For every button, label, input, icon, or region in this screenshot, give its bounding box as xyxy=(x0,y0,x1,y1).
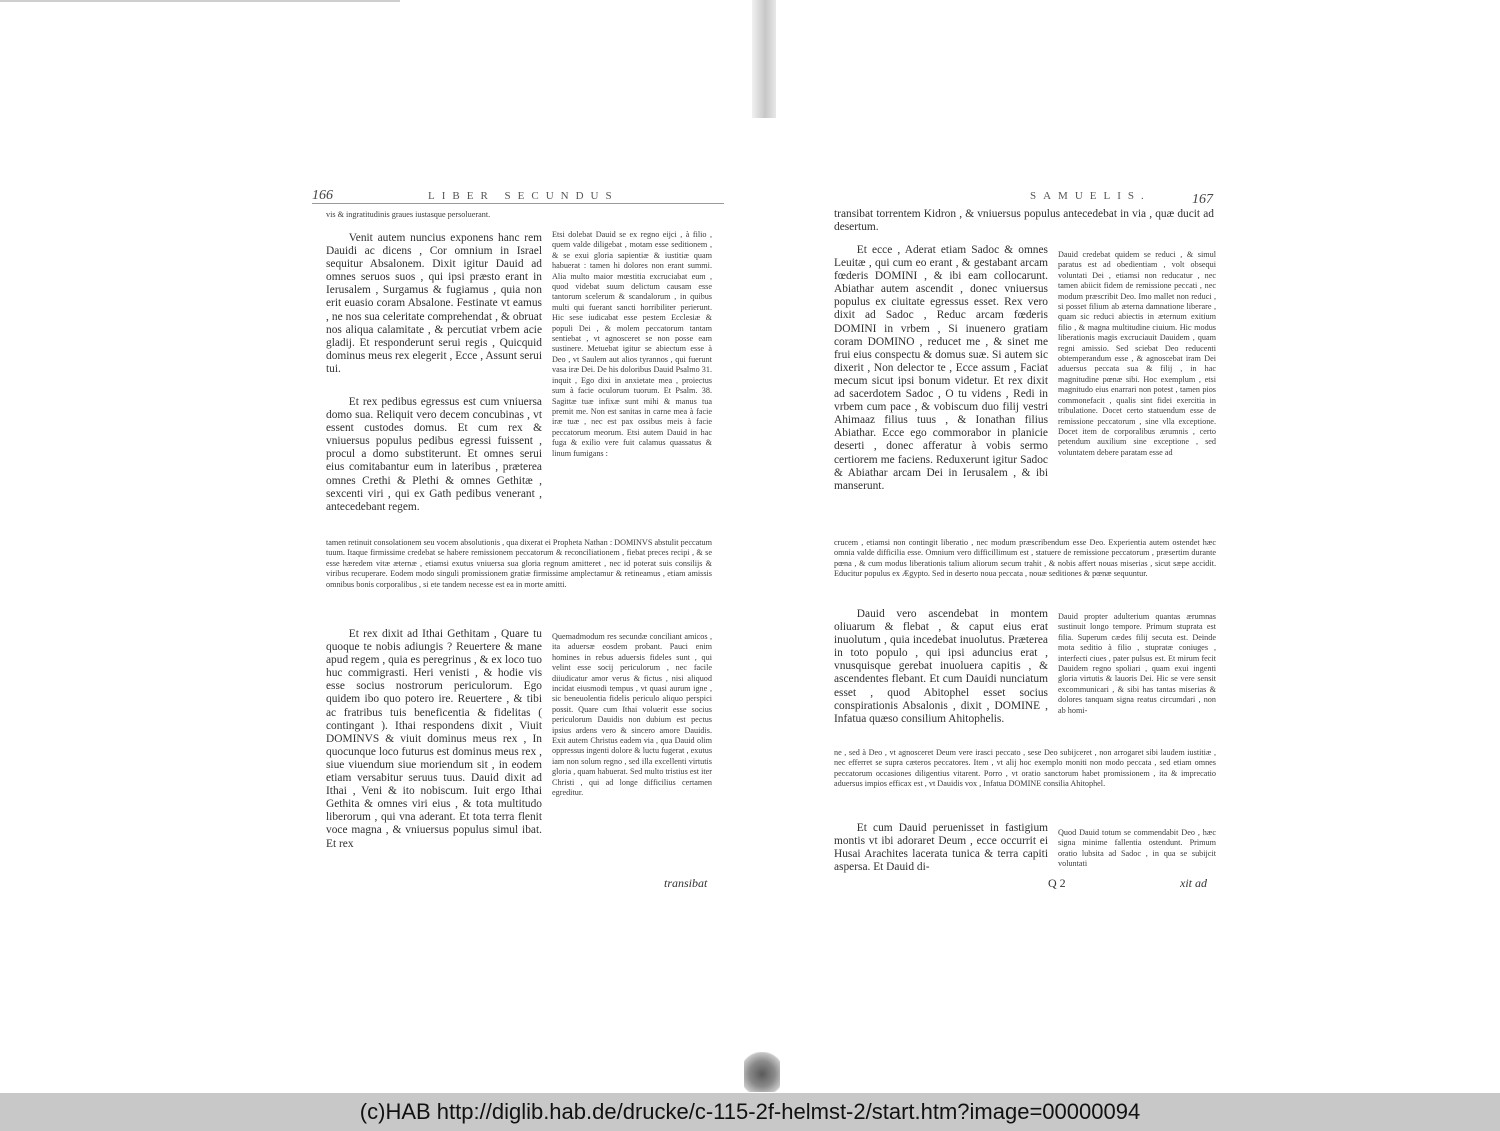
left-main-text-1: Venit autem nuncius exponens hanc rem Dauidi ac dicens , Cor omnium in Israel sequitur Absalonem. Dixit igitur Dauid ad omnes seruos suos , qui ipsi præsto erant in Ierusalem , Surgamus & fugiamus , quia non erit euasio coram Absalone. Festinate vt eamus , ne nos sua celeritate comprehendat , & obruat nos aliqua calamitate , & percutiat vrbem acie gladij. Et responderunt serui regis , Quicquid dominus meus rex elegerit , Ecce , Assunt serui tui. xyxy=(326,232,542,375)
right-running-head: SAMUELIS. xyxy=(1030,190,1151,202)
scan-edge-rule xyxy=(0,0,400,2)
right-main-text-2: Dauid vero ascendebat in montem oliuarum & flebat , & caput eius erat inuolutum , quia incedebat inuolutus. Præterea in toto populo , qui ipsi aduncius erat , vnusquisque gerebat inuoluera capitis , & ascendentes flebant. Et cum Dauidi nunciatum esset , quod Abitophel esset socius conspirationis Absalonis , dixit , DOMINE , Infatua quæso consilium Ahitophelis. xyxy=(834,608,1048,725)
right-commentary-1: Dauid credebat quidem se reduci , & simul paratus est ad obedientiam , volt obsequi voluntati Dei , etiamsi non reducatur , nec tamen abiicit fidem de remissione peccati , nec modum præscribit Deo. Imo mallet non reduci , si posset filium ab æterna damnatione liberare , quam sic reduci abiectis in æternum exitium filio , & magna multitudine ciuium. Hic modus liberationis magis excruciauit Dauidem , quam regni amissio. Sed sciebat Deo reducenti obtemperandum esse , & agnoscebat iram Dei aduersus peccata sua & filij , in hac magnitudine pœnæ sibi. Hoc exemplum , etsi magnitudo eius enarrari non potest , tamen pios commonefacit , qualis sint fidei exercitia in tribulatione. Docet certo statuendum esse de remissione peccatorum , sine vlla exceptione. Docet item de corporalibus ærumnis , certo petendum auxilium sine exceptione , sed voluntatem debere paratam esse ad xyxy=(1058,250,1216,457)
right-signature: Q 2 xyxy=(1048,876,1066,890)
left-commentary-1: Etsi dolebat Dauid se ex regno eijci , à filio , quem valde diligebat , motam esse seditionem , & se exui gloria sapientiæ & iustitiæ quam habuerat : tamen hi dolores non erant summi. Alia multo maior mœstitia excruciabat eum , quod videbat suum delictum causam esse tantorum scelerum & scandalorum , in quibus multi qui fuerant sancti horribiliter perierunt. Hic sese iudicabat esse pestem Ecclesiæ & populi Dei , & molem peccatorum tantam sentiebat , vt agnosceret se non posse eam sustinere. Metuebat igitur se abiectum esse à Deo , vt Saulem aut alios tyrannos , qui fuerunt vasa iræ Dei. De his doloribus Dauid Psalmo 31. inquit , Ego dixi in anxietate mea , proiectus sum à facie oculorum tuorum. Et Psalm. 38. Sagittæ tuæ infixæ sunt mihi & manus tua premit me. Non est sanitas in carne mea à facie iræ tuæ , nec est pax ossibus meis à facie peccatorum meorum. Etsi autem Dauid in hac fuga & exilio vere fuit calamus quassatus & linum fumigans : xyxy=(552,230,712,458)
right-commentary-2: Dauid propter adulterium quantas ærumnas sustinuit longo tempore. Primum stuprata est filia. Superum cædes filij secuta est. Deinde mota seditio à filio , stupratæ coniuges , interfecti ciues , pater pulsus est. Et mirum fecit Dauidem regno spoliari , quam exui ingenti gloria virtutis & lauoris Dei. Hic se vere sensit excommunicari , & sibi has tantas miserias & dolores tanquam signa reatus circumdari , non ab homi- xyxy=(1058,612,1216,715)
fleuron-ornament xyxy=(744,1052,780,1092)
left-running-head: LIBER SECUNDUS xyxy=(428,190,619,202)
copyright-footer xyxy=(0,1093,1500,1131)
left-main-text-3: Et rex dixit ad Ithai Gethitam , Quare tu quoque te nobis adiungis ? Reuertere & mane apud regem , quia es peregrinus , & ex loco tuo huc commigrasti. Heri venisti , & hodie vis esse socius nostrorum periculorum. Ego quidem ibo quo potero ire. Reuertere , & tibi ac fratribus tuis beneficentia & fidelitas ( contingant ). Ithai respondens dixit , Viuit DOMINVS & viuit dominus meus rex , In quocunque loco futurus est dominus meus rex , siue viuendum siue moriendum sit , in eodem etiam versabitur seruus tuus. Dauid dixit ad Ithai , Veni & ito nobiscum. Iuit ergo Ithai Gethita & omnes viri eius , & tota multitudo liberorum , qui vna aderant. Et tota terra flenit voce magna , & vniuersus populus simul ibat. Et rex xyxy=(326,628,542,850)
right-folio: 167 xyxy=(1192,192,1213,207)
right-top-lines: transibat torrentem Kidron , & vniuersus populus antecedebat in via , quæ ducit ad desertum. xyxy=(834,208,1214,234)
right-commentary-full-2: ne , sed à Deo , vt agnosceret Deum vere irasci peccato , sese Deo subijceret , non arrogaret sibi laudem iustitiæ , nec efferret se supra cæteros peccatores. Item , vt alij hoc exemplo moniti non modo peccata , sed etiam omnes peccatorum occasiones diligentius vitarent. Porro , vt oratio sanctorum habet promissionem , ita & imprecatio aduersus impios efficax est , vt Dauidis vox , Infatua DOMINE consilia Ahitophel. xyxy=(834,748,1216,789)
left-head-rule xyxy=(312,203,724,204)
left-catchword: transibat xyxy=(664,876,708,890)
left-commentary-full: tamen retinuit consolationem seu vocem absolutionis , qua dixerat ei Propheta Nathan : DOMINVS abstulit peccatum tuum. Itaque firmissime credebat se habere remissionem peccatorum & reconciliationem , fiebat preces recipi , & se esse hæredem vitæ æternæ , etiamsi exutus vniuersa sua gloria regnum amitteret , nec id poterat suis consilijs & viribus recuperare. Eodem modo singuli promissionem gratiæ firmissime amplectamur & retineamus , etiam amissis omnibus bonis corporalibus , si ete tandem necesse est ea in morte amitti. xyxy=(326,538,712,589)
right-main-text-1: Et ecce , Aderat etiam Sadoc & omnes Leuitæ , qui cum eo erant , & gestabant arcam fœderis DOMINI , & ibi eam collocarunt. Abiathar autem ascendit , donec vniuersus populus ex ciuitate egressus esset. Rex vero dixit ad Sadoc , Reduc arcam fœderis DOMINI in vrbem , Si inuenero gratiam coram DOMINO , reducet me , & sinet me frui eius conspectu & domus suæ. Si autem sic dixerit , Non delector te , Ecce assum , Faciat mecum sicut ipsi bonum videtur. Et rex dixit ad sacerdotem Sadoc , O tu videns , Redi in vrbem cum pace , & vobiscum duo filij vestri Ahimaaz filius tuus , & Ionathan filius Abiathar. Ecce ego commorabor in planicie deserti , donec afferatur à vobis sermo certiorem me faciens. Reduxerunt igitur Sadoc & Abiathar arcam Dei in Ierusalem , & ibi manserunt. xyxy=(834,244,1048,492)
left-commentary-2: Quemadmodum res secundæ conciliant amicos , ita aduersæ eosdem probant. Pauci enim homines in rebus aduersis fideles sunt , qui velint esse socij periculorum , nec facile diiudicatur amor verus & fictus , nisi aliquod incidat eiusmodi tempus , vt quasi aurum igne , sic beneuolentia fidelis periculo aliquo perspici possit. Quare cum Ithai voluerit esse socius periculorum Dauidis non dubium est pectus ipsius ardens vero & sincero amore Dauidis. Exit autem Christus eadem via , qua Dauid olim oppressus ingenti dolore & luctu fugerat , exutus iam non solum regno , sed illa excellenti virtutis gloria , quam habuerat. Sed multo tristius est iter Christi , qui ad longe difficilius certamen egreditur. xyxy=(552,632,712,798)
left-main-text-2: Et rex pedibus egressus est cum vniuersa domo sua. Reliquit vero decem concubinas , vt essent custodes domus. Et cum rex & vniuersus populus pedibus egressi fuissent , procul a domo substiterunt. Et omnes serui eius comitabantur eum in lateribus , præterea omnes Crethi & Plethi & omnes Gethitæ , sexcenti viri , qui ex Gath pedibus venerant , antecedebant regem. xyxy=(326,396,542,513)
left-top-line: vis & ingratitudinis graues iustasque persoluerant. xyxy=(326,210,491,219)
left-folio: 166 xyxy=(312,188,333,203)
right-catchword: xit ad xyxy=(1180,876,1207,890)
right-commentary-full-1: crucem , etiamsi non contingit liberatio , nec modum præscribendum esse Deo. Experientia autem ostendet hæc omnia valde difficilia esse. Omnium vero difficillimum est , statuere de remissione peccatorum , præsertim durante pœna , & cum modus liberationis talium aliorum secum trahit , & nobis affert nouas miserias , sicut sæpe accidit. Educitur populus ex Ægypto. Sed in deserto noua peccata , nouæ seditiones & pœnæ sequuntur. xyxy=(834,538,1216,579)
footer-text: (c)HAB http://diglib.hab.de/drucke/c-115-2f-helmst-2/start.htm?image=00000094 xyxy=(359,1099,1141,1124)
right-commentary-3: Quod Dauid totum se commendabit Deo , hæc signa minime fallentia ostendunt. Primum oratio lubsita ad Sadoc , in qua se subijcit voluntati xyxy=(1058,828,1216,869)
gutter-scan-shadow xyxy=(752,0,776,118)
right-main-text-3: Et cum Dauid peruenisset in fastigium montis vt ibi adoraret Deum , ecce occurrit ei Husai Arachites lacerata tunica & terra capiti aspersa. Et Dauid di- xyxy=(834,822,1048,874)
